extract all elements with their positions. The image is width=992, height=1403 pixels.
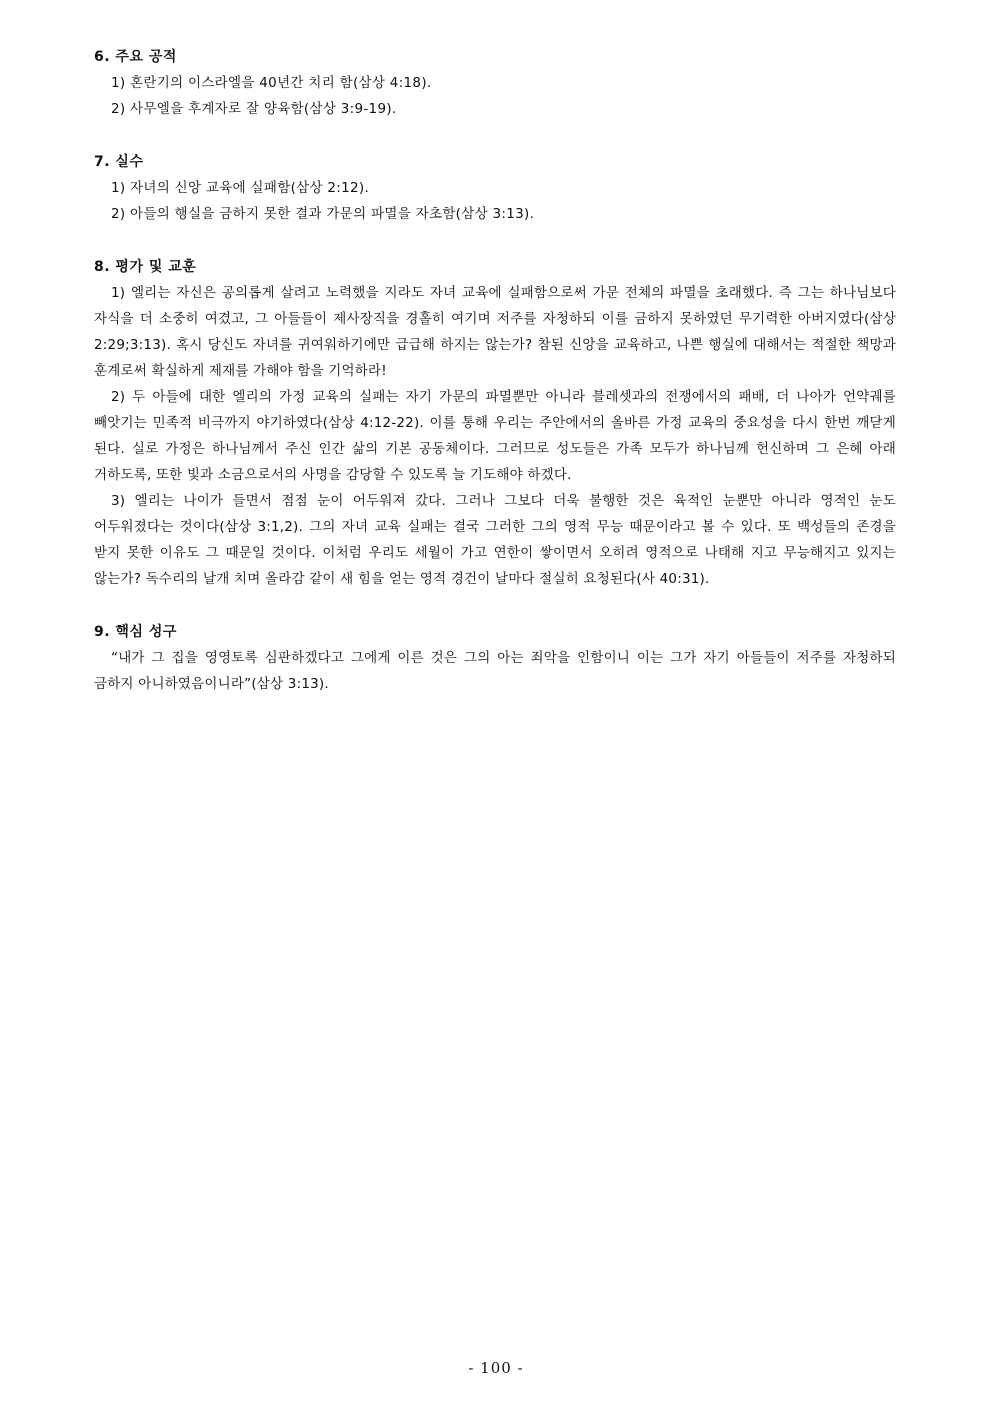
list-item: 2) 사무엘을 후계자로 잘 양육함(삼상 3:9-19). bbox=[111, 101, 397, 117]
paragraph: 2) 두 아들에 대한 엘리의 가정 교육의 실패는 자기 가문의 파멸뿐만 아니라 블레셋과의 전쟁에서의 패배, 더 나아가 언약궤를 빼앗기는 민족적 비극까지 야기하였다(삼상 4:12-22). 이를 통해 우리는 주안에서의 올바른 가정 교육의 중요성을 다시 한번 깨닫게 된다. 실로 가정은 하나님께서 주신 인간 삶의 기본 공동체이다. 그러므로 성도들은 가족 모두가 하나님께 헌신하며 그 은혜 아래 거하도록, 또한 빛과 소금으로서의 사명을 감당할 수 있도록 늘 기도해야 하겠다. bbox=[94, 389, 896, 483]
section-heading: 8. 평가 및 교훈 bbox=[94, 259, 197, 275]
list-item: 1) 혼란기의 이스라엘을 40년간 치리 함(삼상 4:18). bbox=[111, 75, 432, 91]
list-item: 2) 아들의 행실을 금하지 못한 결과 가문의 파멸을 자초함(삼상 3:13). bbox=[111, 206, 535, 222]
section-major-achievements bbox=[94, 44, 896, 122]
section-heading: 6. 주요 공적 bbox=[94, 49, 177, 65]
list-item: 1) 자녀의 신앙 교육에 실패함(삼상 2:12). bbox=[111, 180, 370, 196]
paragraph: 1) 엘리는 자신은 공의롭게 살려고 노력했을 지라도 자녀 교육에 실패함으로써 가문 전체의 파멸을 초래했다. 즉 그는 하나님보다 자식을 더 소중히 여겼고, 그 아들들이 제사장직을 경홀히 여기며 저주를 자청하되 이를 금하지 못하였던 무기력한 아버지였다(삼상 2:29;3:13). 혹시 당신도 자녀를 귀여워하기에만 급급해 하지는 않는가? 참된 신앙을 교육하고, 나쁜 행실에 대해서는 적절한 책망과 훈계로써 확실하게 제재를 가해야 함을 기억하라! bbox=[94, 285, 896, 379]
section-heading: 7. 실수 bbox=[94, 154, 144, 170]
section-key-verse bbox=[94, 619, 896, 697]
key-verse-quote: “내가 그 집을 영영토록 심판하겠다고 그에게 이른 것은 그의 아는 죄악을 인함이니 이는 그가 자기 아들들이 저주를 자청하되 금하지 아니하였음이니라”(삼상 3:13). bbox=[94, 650, 896, 692]
document-page bbox=[94, 44, 896, 724]
page-number: - 100 - bbox=[468, 1359, 524, 1377]
section-heading: 9. 핵심 성구 bbox=[94, 624, 177, 640]
section-mistakes bbox=[94, 149, 896, 227]
paragraph: 3) 엘리는 나이가 들면서 점점 눈이 어두워져 갔다. 그러나 그보다 더욱 불행한 것은 육적인 눈뿐만 아니라 영적인 눈도 어두워졌다는 것이다(삼상 3:1,2). 그의 자녀 교육 실패는 결국 그러한 그의 영적 무능 때문이라고 볼 수 있다. 또 백성들의 존경을 받지 못한 이유도 그 때문일 것이다. 이처럼 우리도 세월이 가고 연한이 쌓이면서 오히려 영적으로 나태해 지고 무능해지고 있지는 않는가? 독수리의 날개 치며 올라감 같이 새 힘을 얻는 영적 경건이 날마다 절실히 요청된다(사 40:31). bbox=[94, 493, 896, 587]
section-evaluation-lessons bbox=[94, 254, 896, 592]
